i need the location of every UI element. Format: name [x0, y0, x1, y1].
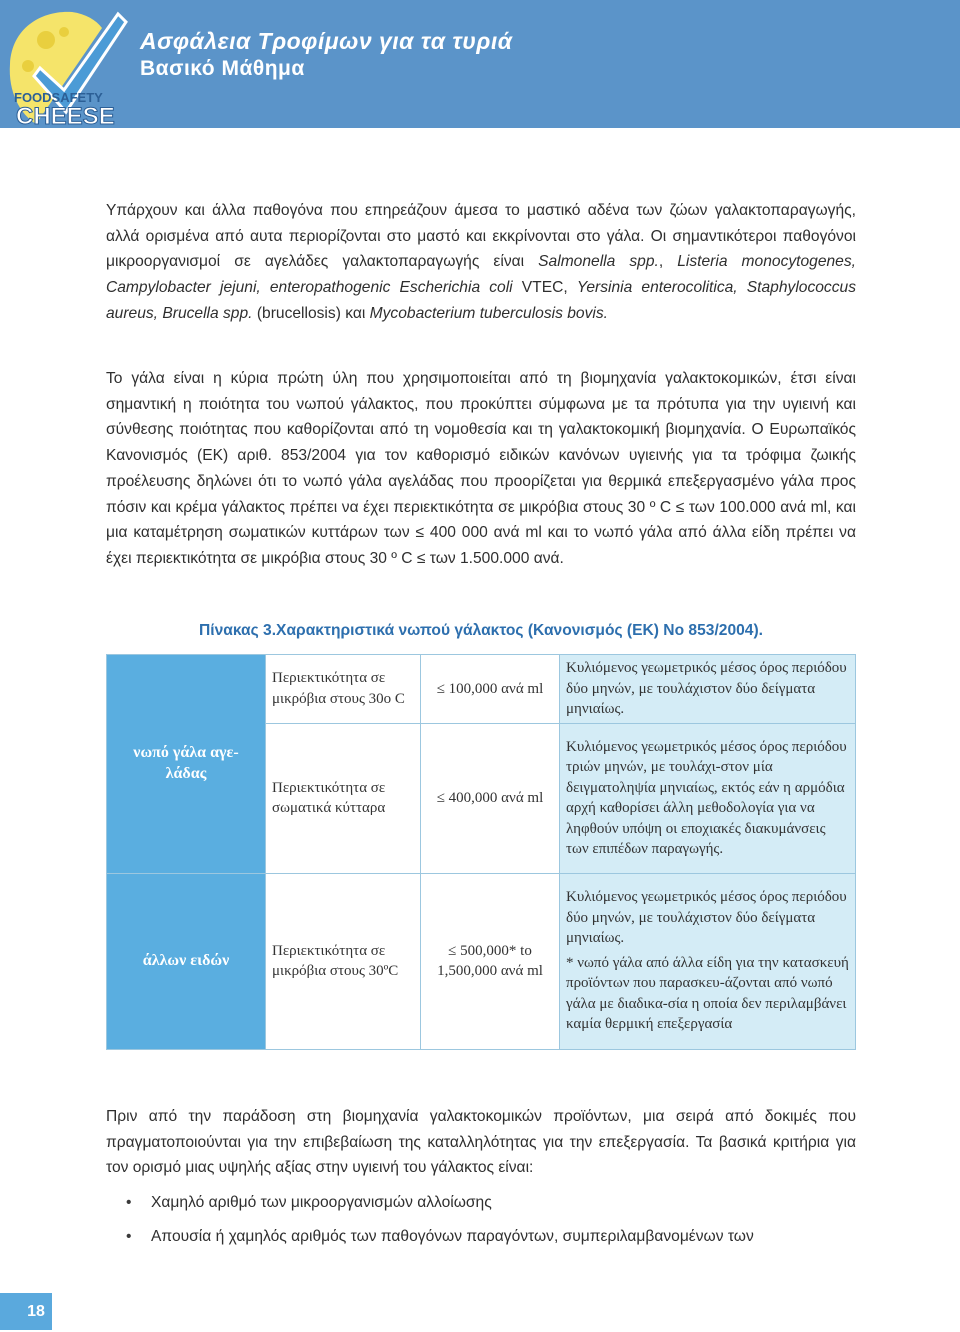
- table-cell: Περιεκτικότητα σε μικρόβια στους 30ο C: [266, 655, 421, 724]
- para1-sep2: VTEC,: [512, 279, 577, 297]
- list-item-text: Χαμηλό αριθμό των μικροοργανισμών αλλοίωσης: [151, 1194, 492, 1211]
- pathogens-paragraph: [106, 198, 856, 327]
- table-cell: Κυλιόμενος γεωμετρικός μέσος όρος περιόδου τριών μηνών, με τουλάχι-στον μία δειγματοληψία μηνιαίως, εκτός εάν η αρμόδια αρχή καθορίσει άλλη μεθοδολογία για να ληφθούν υπόψη οι εποχιακές διακυμάνσεις των επιπέδων παραγωγής.: [560, 723, 856, 873]
- table-cell: Περιεκτικότητα σε σωματικά κύτταρα: [266, 723, 421, 873]
- criteria-paragraph: Πριν από την παράδοση στη βιομηχανία γαλακτοκομικών προϊόντων, μια σειρά από δοκιμές που πραγματοποιούνται για την επιβεβαίωση της καταλληλότητας για την επεξεργασία. Τα βασικά κριτήρια για τον ορισμό μιας υψηλής αξίας στην υγιεινή του γάλακτος είναι:: [106, 1108, 856, 1177]
- page-header: [0, 0, 960, 128]
- para1-sep1: ,: [658, 253, 678, 271]
- criteria-list: [106, 1192, 856, 1260]
- table-cell-note-a: Κυλιόμενος γεωμετρικός μέσος όρος περιόδου δύο μηνών, με τουλάχιστον δύο δείγματα μηνιαίως.: [566, 889, 847, 947]
- table-cell: [560, 873, 856, 1049]
- list-item: [106, 1192, 856, 1226]
- header-title: Ασφάλεια Τροφίμων για τα τυριά: [140, 28, 513, 54]
- logo-text-bottom: CHEESE: [16, 103, 115, 130]
- para1-text: Υπάρχουν και άλλα παθογόνα που επηρεάζουν άμεσα το μαστικό αδένα των ζώων γαλακτοπαραγωγής, αλλά ορισμένα από αυτα περιορίζονται στο μαστό και εκκρίνονται στο γάλα. Οι σημαντικότεροι παθογόνοι μικροοργανισμοί σε αγελάδες γαλακτοπαραγωγής είναι: [106, 202, 856, 271]
- table-cell: ≤ 400,000 ανά ml: [421, 723, 560, 873]
- table-cell: ≤ 100,000 ανά ml: [421, 655, 560, 724]
- yersinia-list: Yersinia enterocolitica, Staphylococcus aureus, Brucella spp.: [106, 279, 856, 322]
- header-subtitle: Βασικό Μάθημα: [140, 57, 305, 80]
- other-species-group: άλλων ειδών: [107, 873, 266, 1049]
- raw-milk-criteria-table: [106, 654, 856, 1050]
- listeria-list: Listeria monocytogenes, Campylobacter jejuni, enteropathogenic Escherichia coli: [106, 253, 856, 297]
- regulation-paragraph: Το γάλα είναι η κύρια πρώτη ύλη που χρησιμοποιείται από τη βιομηχανία γαλακτοκομικών, έτσι είναι σημαντική η ποιότητα του νωπού γάλακτος, που προκύπτει σύμφωνα με τα πρότυπα για την υγιεινή και σύνθεσης ποιότητας που καθορίζονται από τη νομοθεσία και τη γαλακτοκομική βιομηχανία. Ο Ευρωπαϊκός Κανονισμός (ΕΚ) αριθ. 853/2004 για τον καθορισμό ειδικών κανόνων υγιεινής για τα τρόφιμα ζωικής προέλευσης δηλώνει ότι το νωπό γάλα αγελάδας που προορίζεται για θερμικά επεξεργασμένο γάλα προς πόσιν και κρέμα γάλακτος πρέπει να έχει περιεκτικότητα σε μικρόβια στους 30 º C ≤ των 100.000 ανά ml, και μια καταμέτρηση σωματικών κυττάρων των ≤ 400 000 ανά ml και το νωπό γάλα από άλλα είδη πρέπει να έχει περιεκτικότητα σε μικρόβια στους 30 º C ≤ των 1.500.000 ανά.: [106, 370, 856, 567]
- table-cell-note-b: * νωπό γάλα από άλλα είδη για την κατασκευή προϊόντων που παρασκευ-άζονται από νωπό γάλα με διαδικα-σία η οποία δεν περιλαμβάνει καμία θερμική επεξεργασία: [566, 954, 849, 1033]
- food-safety-cheese-logo: [6, 6, 128, 130]
- table-cell: Κυλιόμενος γεωμετρικός μέσος όρος περιόδου δύο μηνών, με τουλάχιστον δύο δείγματα μηνιαίως.: [560, 655, 856, 724]
- salmonella-name: Salmonella spp.: [538, 253, 659, 271]
- para1-sep3: (brucellosis) και: [252, 304, 370, 322]
- table-cell: Περιεκτικότητα σε μικρόβια στους 30ºC: [266, 873, 421, 1049]
- logo-text-top: FOODSAFETY: [14, 90, 103, 105]
- list-item: [106, 1226, 856, 1260]
- page-number-text: 18: [27, 1303, 45, 1320]
- bullet-glyph: •: [126, 1228, 132, 1245]
- table-caption: Πίνακας 3.Χαρακτηριστικά νωπού γάλακτος (Κανονισμός (ΕΚ) Νο 853/2004).: [199, 622, 763, 639]
- bullet-glyph: •: [126, 1194, 132, 1211]
- list-item-text: Απουσία ή χαμηλός αριθμός των παθογόνων παραγόντων, συμπεριλαμβανομένων των: [151, 1228, 754, 1245]
- page-number: [0, 1293, 52, 1330]
- cow-milk-group: νωπό γάλα αγε-λάδας: [107, 655, 266, 874]
- table-cell: ≤ 500,000* to 1,500,000 ανά ml: [421, 873, 560, 1049]
- mycobacterium-name: Mycobacterium tuberculosis bovis.: [369, 304, 608, 322]
